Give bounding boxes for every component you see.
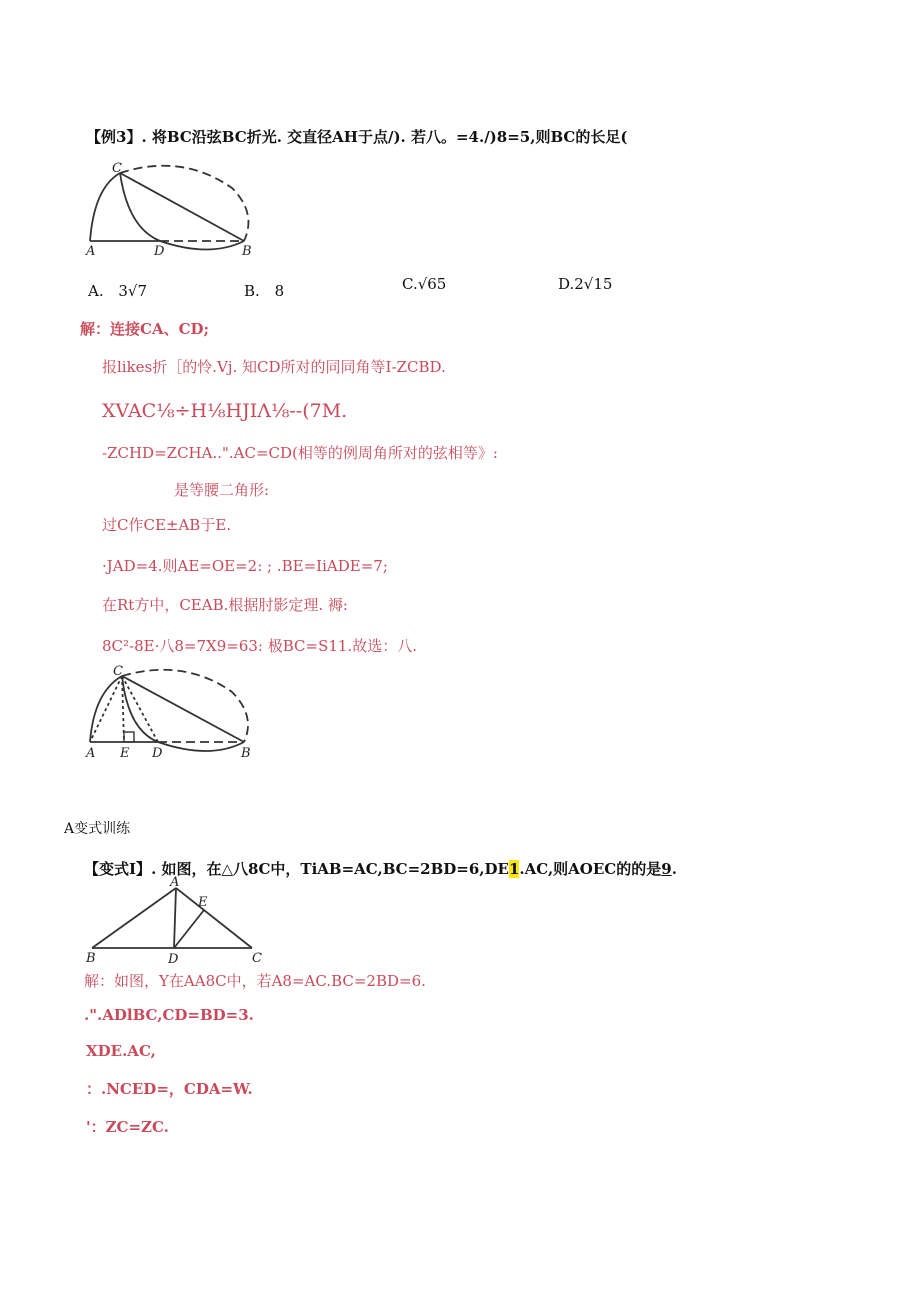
figure2-label-d: D	[152, 746, 163, 761]
example3-bracket-open: 【	[86, 128, 102, 146]
example3-text: . 将BC沿弦BC折光. 交直径AH于点/). 若八。=4./)8=5,则BC的长足(	[141, 128, 628, 146]
variant1-bracket-open: 【	[84, 860, 100, 878]
solution1-line-3: XVAC⅛÷H⅛HJIΛ⅛--(7M.	[102, 400, 348, 422]
figure2-arc-folded	[122, 676, 244, 751]
solution2-line-5: '：ZC=ZC.	[86, 1118, 169, 1136]
example3-question	[86, 126, 627, 147]
figure1-arc-folded	[120, 173, 244, 250]
figure1-chord-cb	[120, 173, 244, 241]
figure1-label-b: B	[242, 244, 252, 258]
figure3-side-ac	[176, 888, 252, 948]
solution1-line-4: -ZCHD=ZCHA..".AC=CD(相等的例周角所对的弦相等》:	[102, 444, 498, 462]
variant1-bracket-close: 】	[136, 860, 152, 878]
figure1-label-c: C	[112, 161, 122, 176]
option-a-value: 3√7	[118, 282, 148, 300]
solution1-line-8: 在Rt方中，CEAB.根据肘影定理. 褥:	[102, 596, 348, 614]
variant1-answer: 9	[661, 860, 672, 878]
variant1-text-before: . 如图，在△八8C中，TiAB=AC,BC=2BD=6,DE	[151, 860, 509, 878]
option-a	[88, 282, 147, 300]
example3-bracket-close: 】	[126, 128, 142, 146]
solution1-line-7: ·JAD=4.则AE=OE=2: ; .BE=IiADE=7;	[102, 557, 388, 575]
section-title: A变式训练	[64, 821, 131, 837]
figure2-arc-cb-dashed	[122, 670, 248, 742]
figure2-segment-ca	[90, 676, 122, 742]
solution1-line-9: 8C²-8E·八8=7X9=63: 极BC=S11.故选：八.	[102, 637, 417, 655]
option-a-label: A.	[88, 282, 104, 300]
variant1-end: .	[671, 860, 677, 878]
figure1-label-a: A	[86, 244, 96, 258]
figure2-right-angle-mark	[124, 732, 134, 742]
figure2-label-c: C	[113, 664, 123, 679]
figure3-altitude-ad	[174, 888, 176, 948]
solution2-line-4: ：.NCED=，CDA=W.	[86, 1080, 253, 1098]
figure3-label-e: E	[198, 895, 208, 910]
solution1-line-6: 过C作CE±AB于E.	[102, 516, 232, 534]
figure3-label-b: B	[86, 951, 96, 966]
solution2-line-1: 解：如图，Y在AA8C中，若A8=AC.BC=2BD=6.	[84, 972, 426, 990]
solution1-line-1: 解：连接CA、CD;	[80, 320, 210, 338]
figure1-arc-cb-dashed	[120, 166, 248, 241]
figure3-label-d: D	[168, 952, 179, 966]
variant1-label: 变式I	[99, 860, 137, 878]
figure1-label-d: D	[154, 244, 165, 258]
option-c: C.√65	[402, 275, 447, 293]
figure1-arc-ac	[90, 173, 120, 241]
solution2-line-2: .".ADlBC,CD=BD=3.	[84, 1006, 254, 1024]
solution1-line-5: 是等腰二角形:	[174, 481, 270, 499]
figure2-circle-fold-with-altitude	[80, 664, 260, 764]
variant1-highlight: 1	[508, 860, 520, 878]
figure2-label-b: B	[241, 746, 251, 761]
solution2-line-3: XDE.AC,	[86, 1042, 156, 1060]
figure3-isosceles-triangle	[84, 874, 274, 966]
figure3-label-c: C	[252, 951, 262, 966]
example3-label: 例3	[101, 128, 127, 146]
figure2-label-a: A	[86, 746, 96, 761]
option-b	[244, 282, 284, 300]
option-b-value: 8	[274, 282, 285, 300]
figure1-circle-fold	[82, 158, 262, 258]
variant1-text-after: .AC,则AOEC的的是	[519, 860, 662, 878]
option-b-label: B.	[244, 282, 260, 300]
option-d: D.2√15	[558, 275, 613, 293]
solution1-line-2: 报likes折［的怜.Vj. 知CD所对的同同角等I-ZCBD.	[102, 358, 446, 376]
figure3-segment-de	[174, 910, 204, 948]
figure2-label-e: E	[120, 746, 130, 761]
figure3-side-ba	[92, 888, 176, 948]
figure3-label-a: A	[170, 875, 180, 890]
